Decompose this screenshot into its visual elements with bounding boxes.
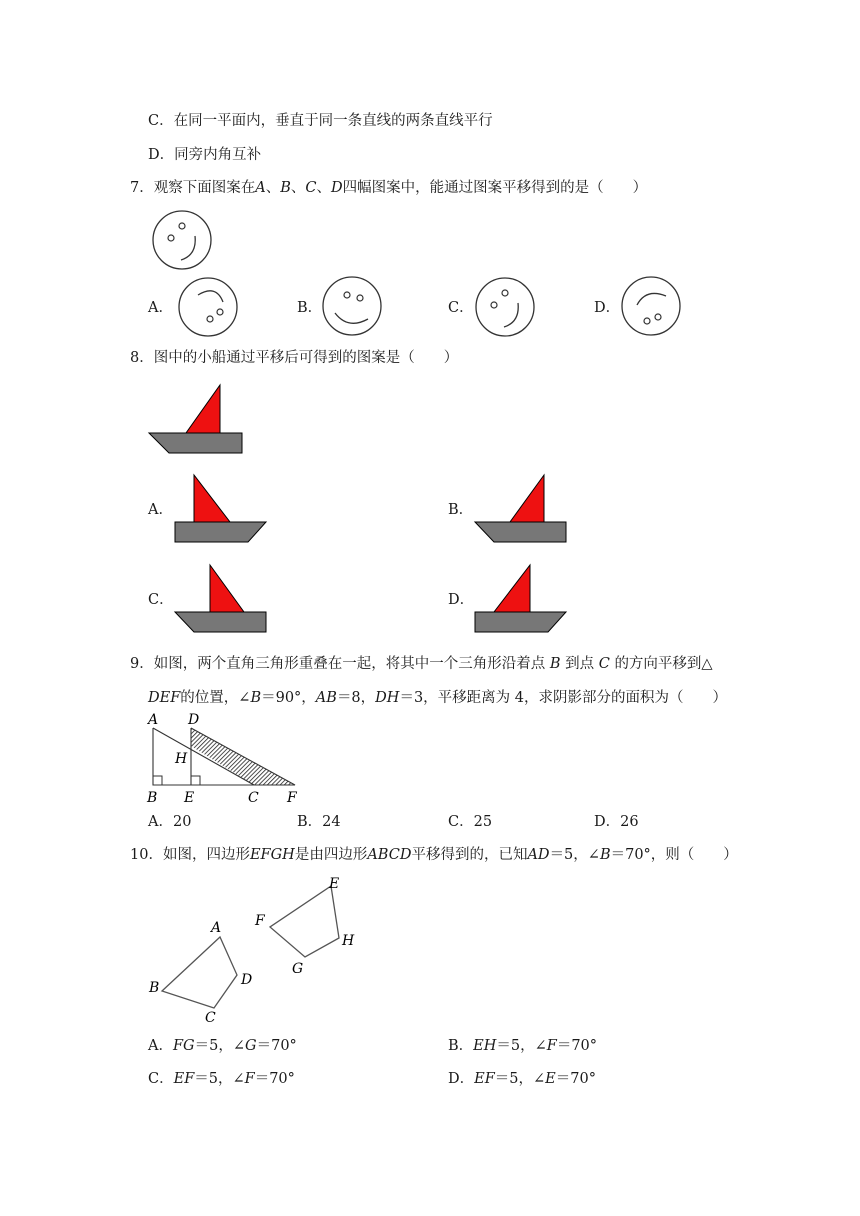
label-f: F: [255, 913, 265, 929]
overlapping-triangles-figure: [140, 708, 310, 806]
q7-option-b-label: B．: [297, 300, 323, 316]
label-c: C: [205, 1010, 216, 1025]
q6-option-d: D．同旁内角互补: [148, 147, 262, 163]
label-c: C: [248, 790, 259, 806]
smiley-face-icon: [150, 208, 214, 272]
q10-option-a[interactable]: A．FG＝5，∠G＝70°: [148, 1038, 297, 1054]
label-f: F: [287, 790, 297, 806]
q9-option-c[interactable]: C．25: [448, 814, 493, 830]
q8-stem: 8．图中的小船通过平移后可得到的图案是（ ）: [130, 350, 459, 366]
q7-option-d-label: D．: [594, 300, 621, 316]
q9-option-a[interactable]: A．20: [148, 814, 192, 830]
smiley-face-flipped-icon[interactable]: [619, 274, 683, 338]
label-d: D: [188, 712, 200, 728]
label-a: A: [148, 712, 159, 728]
q10-option-b[interactable]: B．EH＝5，∠F＝70°: [448, 1038, 598, 1054]
q9-option-b[interactable]: B．24: [297, 814, 341, 830]
q6-option-c: C．在同一平面内，垂直于同一条直线的两条直线平行: [148, 113, 493, 129]
boat-option-d-figure[interactable]: [472, 562, 570, 636]
q8-option-d-label: D．: [448, 592, 475, 608]
label-d: D: [241, 972, 253, 988]
label-b: B: [149, 980, 160, 996]
q9-stem-line1: 9．如图，两个直角三角形重叠在一起，将其中一个三角形沿着点 B 到点 C 的方向平移到△: [130, 656, 713, 672]
smiley-face-rotated-icon[interactable]: [176, 275, 240, 339]
boat-reference-figure: [146, 383, 246, 456]
label-h: H: [342, 933, 355, 949]
q7-option-a-label: A．: [148, 300, 173, 316]
q8-option-a-label: A．: [148, 502, 173, 518]
smiley-face-icon[interactable]: [473, 275, 537, 339]
label-e: E: [184, 790, 195, 806]
smiley-face-upright-icon[interactable]: [320, 274, 384, 338]
label-g: G: [292, 961, 304, 977]
q7-option-c-label: C．: [448, 300, 474, 316]
label-e: E: [329, 876, 340, 892]
boat-option-b-figure[interactable]: [472, 472, 570, 546]
boat-option-a-figure[interactable]: [172, 472, 270, 546]
q8-option-c-label: C．: [148, 592, 174, 608]
q10-option-d[interactable]: D．EF＝5，∠E＝70°: [448, 1071, 596, 1087]
q9-option-d[interactable]: D．26: [594, 814, 639, 830]
boat-option-c-figure[interactable]: [172, 562, 270, 636]
q10-stem: 10．如图，四边形EFGH是由四边形ABCD平移得到的，已知AD＝5，∠B＝70°，则（ ）: [130, 847, 738, 863]
q10-option-c[interactable]: C．EF＝5，∠F＝70°: [148, 1071, 295, 1087]
label-h: H: [175, 751, 188, 767]
q9-stem-line2: DEF的位置，∠B＝90°，AB＝8，DH＝3，平移距离为 4，求阴影部分的面积为（ ）: [148, 690, 728, 706]
label-b: B: [147, 790, 158, 806]
quadrilateral-translation-figure: [145, 870, 360, 1025]
q7-stem: 7．观察下面图案在A、B、C、D四幅图案中，能通过图案平移得到的是（ ）: [130, 180, 648, 196]
q8-option-b-label: B．: [448, 502, 474, 518]
label-a: A: [211, 920, 222, 936]
